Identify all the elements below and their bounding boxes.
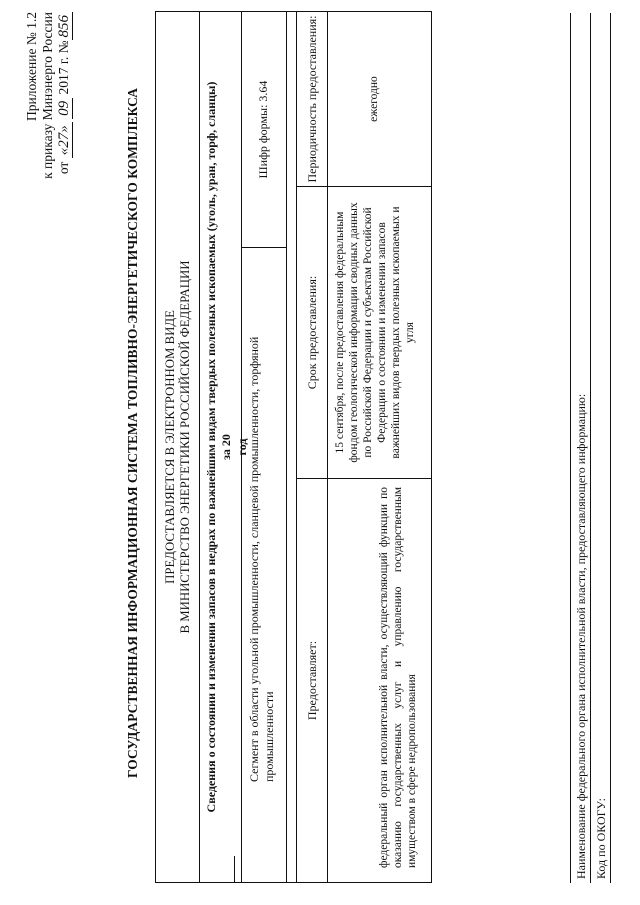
- date-month: 09: [56, 98, 73, 119]
- footer-fields: [570, 13, 611, 883]
- date-prefix: от: [56, 161, 71, 175]
- segment-row: [242, 12, 287, 882]
- main-title: ГОСУДАРСТВЕННАЯ ИНФОРМАЦИОННАЯ СИСТЕМА ТОПЛИВНО-ЭНЕРГЕТИЧЕСКОГО КОМПЛЕКСА: [125, 88, 140, 779]
- authority-name-field: Наименование федерального органа исполнительной власти, предоставляющего информацию:: [570, 13, 591, 883]
- provider-column: [297, 478, 432, 882]
- deadline-text: 15 сентября, после предоставления федеральным фондом геологической информации сводных данных по Российской Федерации и субъектам Российской Федерации о состоянии и изменении запасов важнейших видов твердых полезных ископаемых и угля: [334, 202, 416, 463]
- periodicity-text: ежегодно: [368, 76, 380, 122]
- periodicity-column: [297, 12, 432, 186]
- provider-text: федеральный орган исполнительной власти, осуществляющий функции по оказанию государственных услуг и управлению государственным имуществом в сфере недропользования: [378, 487, 418, 868]
- submission-banner: [156, 12, 200, 882]
- deadline-column: [297, 186, 432, 478]
- periodicity-header: Периодичность предоставления:: [297, 12, 328, 186]
- banner-line-1: ПРЕДОСТАВЛЯЕТСЯ В ЭЛЕКТРОННОМ ВИДЕ: [163, 310, 177, 584]
- okogu-code-field: Код по ОКОГУ:: [591, 13, 611, 883]
- form-frame: [155, 11, 432, 883]
- banner-line-2: В МИНИСТЕРСТВО ЭНЕРГЕТИКИ РОССИЙСКОЙ ФЕДЕРАЦИИ: [178, 260, 192, 634]
- order-date-line: [56, 12, 73, 252]
- year-suffix: год: [235, 438, 249, 456]
- date-suffix: г. №: [56, 40, 71, 65]
- form-subject: [200, 12, 249, 882]
- date-day: «27»: [56, 122, 73, 158]
- form-code: Шифр формы: 3.64: [256, 80, 270, 179]
- subject-line-1: Сведения о состоянии и изменении запасов в недрах по важнейшим видам твердых полезных ископаемых (уголь, уран, торф, сланцы): [204, 81, 218, 813]
- order-reference-block: [24, 12, 73, 252]
- provision-table: [296, 12, 432, 882]
- order-number: 856: [56, 12, 73, 41]
- appendix-label: Приложение № 1.2: [24, 12, 39, 121]
- provider-header: Предоставляет:: [297, 479, 328, 882]
- segment-description: Сегмент в области угольной промышленности, сланцевой промышленности, торфяной промышленности: [242, 247, 286, 882]
- date-year: 2017: [56, 67, 71, 95]
- order-reference: к приказу Минэнерго России: [40, 12, 55, 179]
- year-prefix: за 20: [219, 434, 233, 460]
- deadline-header: Срок предоставления:: [297, 187, 328, 478]
